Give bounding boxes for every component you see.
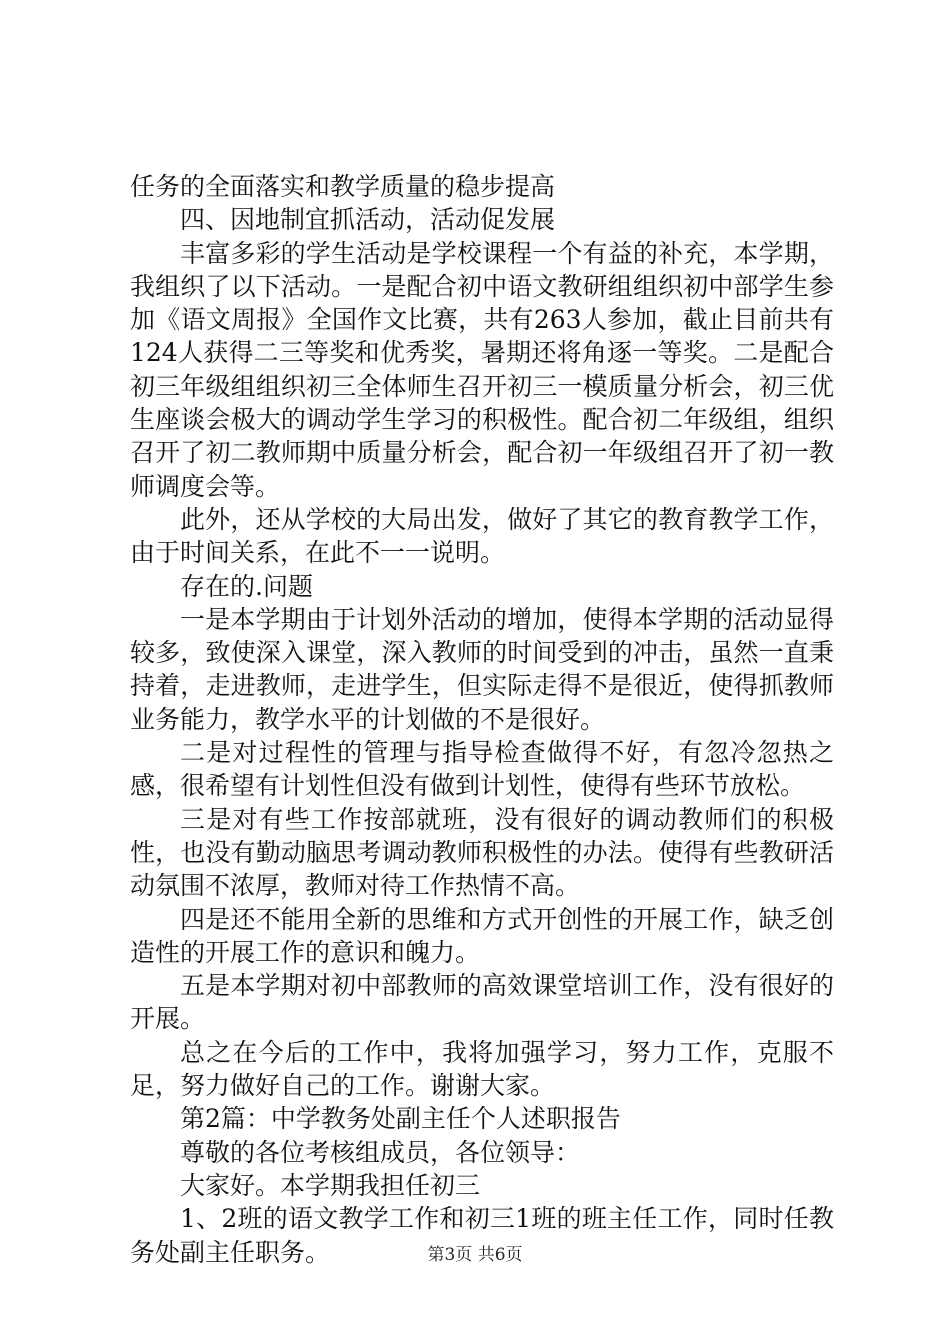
section-heading: 四、因地制宜抓活动，活动促发展 xyxy=(180,205,556,235)
article-title: 第2篇：中学教务处副主任个人述职报告 xyxy=(180,1104,621,1134)
paragraph: 总之在今后的工作中，我将加强学习，努力工作，克服不足，努力做好自己的工作。谢谢大家。 xyxy=(130,1037,834,1101)
page-number-footer: 第3页 共6页 xyxy=(427,1245,523,1265)
paragraph: 二是对过程性的管理与指导检查做得不好，有忽冷忽热之感，很希望有计划性但没有做到计划性，使得有些环节放松。 xyxy=(130,738,834,801)
paragraph: 三是对有些工作按部就班，没有很好的调动教师们的积极性，也没有勤动脑思考调动教师积极性的办法。使得有些教研活动氛围不浓厚，教师对待工作热情不高。 xyxy=(130,804,834,901)
paragraph: 此外，还从学校的大局出发，做好了其它的教育教学工作，由于时间关系，在此不一一说明。 xyxy=(130,504,834,568)
salutation: 尊敬的各位考核组成员，各位领导： xyxy=(180,1137,581,1167)
document-body xyxy=(130,170,834,1269)
paragraph: 丰富多彩的学生活动是学校课程一个有益的补充，本学期，我组织了以下活动。一是配合初中语文教研组组织初中部学生参加《语文周报》全国作文比赛，共有263人参加，截止目前共有124人获得二三等奖和优秀奖，暑期还将角逐一等奖。二是配合初三年级组组织初三全体师生召开初三一模质量分析会，初三优生座谈会极大的调动学生学习的积极性。配合初二年级组，组织召开了初二教师期中质量分析会，配合初一年级组召开了初一教师调度会等。 xyxy=(130,238,834,501)
paragraph: 一是本学期由于计划外活动的增加，使得本学期的活动显得较多，致使深入课堂，深入教师的时间受到的冲击，虽然一直秉持着，走进教师，走进学生，但实际走得不是很近，使得抓教师业务能力，教学水平的计划做的不是很好。 xyxy=(130,604,834,734)
paragraph: 任务的全面落实和教学质量的稳步提高 xyxy=(130,172,556,201)
paragraph: 四是还不能用全新的思维和方式开创性的开展工作，缺乏创造性的开展工作的意识和魄力。 xyxy=(130,904,834,967)
paragraph: 大家好。本学期我担任初三 xyxy=(180,1170,481,1200)
paragraph: 五是本学期对初中部教师的高效课堂培训工作，没有很好的开展。 xyxy=(130,971,834,1034)
section-heading: 存在的.问题 xyxy=(180,571,313,601)
paragraph: 1、2班的语文教学工作和初三1班的班主任工作，同时任教务处副主任职务。 xyxy=(130,1204,834,1267)
